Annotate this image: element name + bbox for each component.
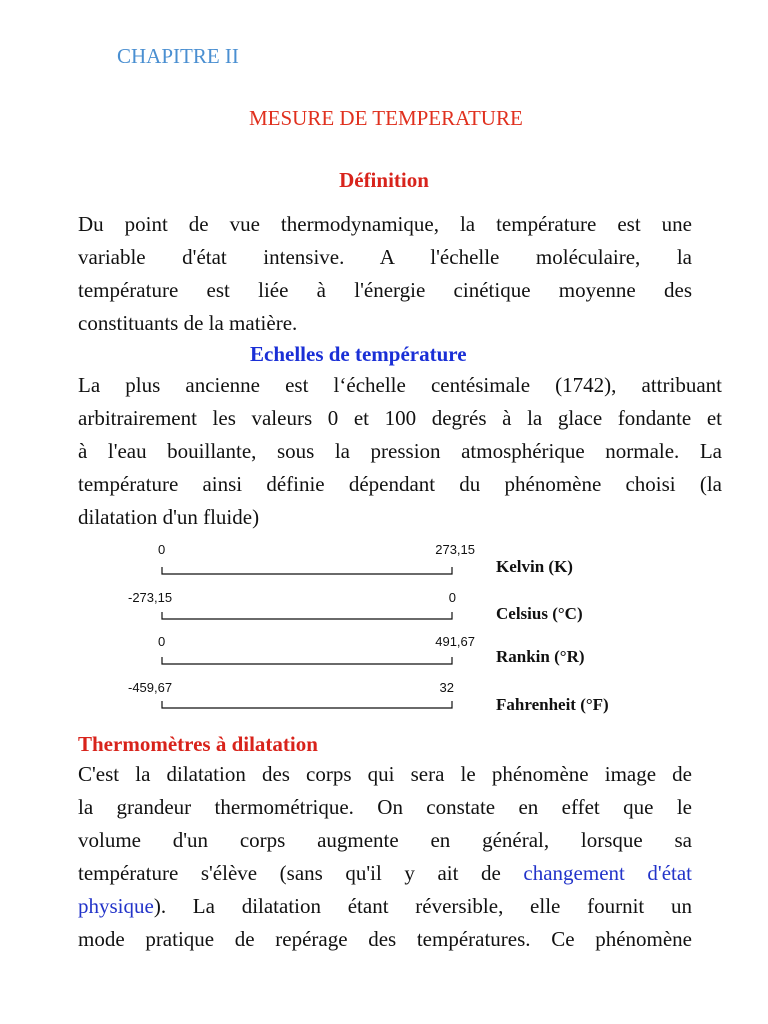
- definition-heading: [0, 168, 768, 193]
- definition-line: variable d'état intensive. A l'échelle moléculaire, la: [78, 245, 692, 269]
- thermo-line: [78, 857, 692, 890]
- thermometers-heading: Thermomètres à dilatation: [78, 732, 318, 756]
- scale-row: [158, 542, 573, 576]
- page-title: MESURE DE TEMPERATURE: [249, 106, 523, 130]
- scales-line: arbitrairement les valeurs 0 et 100 degrés à la glace fondante et: [78, 406, 722, 430]
- scale-ruler: [162, 612, 452, 619]
- scales-line: température ainsi définie dépendant du phénomène choisi (la: [78, 472, 722, 496]
- scale-left-value: 0: [158, 542, 166, 557]
- thermo-line: volume d'un corps augmente en général, lorsque sa: [78, 828, 692, 852]
- scale-row: [158, 634, 585, 666]
- scale-right-value: 0: [448, 590, 456, 605]
- scale-ruler: [162, 657, 452, 664]
- definition-line: Du point de vue thermodynamique, la température est une: [78, 212, 692, 236]
- scales-heading: Echelles de température: [250, 342, 467, 366]
- scale-row: [128, 680, 609, 714]
- scale-name: Celsius (°C): [496, 604, 583, 623]
- scale-right-value: 32: [439, 680, 454, 695]
- thermo-line: C'est la dilatation des corps qui sera le phénomène image de: [78, 762, 692, 786]
- thermo-line: mode pratique de repérage des températures. Ce phénomène: [78, 927, 692, 951]
- definition-paragraph: [78, 208, 692, 340]
- thermo-line: la grandeur thermométrique. On constate en effet que le: [78, 795, 692, 819]
- thermo-line-text: ). La dilatation étant réversible, elle fournit un: [153, 894, 692, 918]
- scale-name: Kelvin (K): [496, 557, 573, 576]
- scale-row: [128, 590, 583, 623]
- scale-right-value: 273,15: [435, 542, 475, 557]
- scale-left-value: 0: [158, 634, 166, 649]
- physique-link[interactable]: physique: [78, 894, 154, 918]
- definition-line: température est liée à l'énergie cinétique moyenne des: [78, 278, 692, 302]
- scale-ruler: [162, 567, 452, 574]
- thermo-line: [78, 890, 692, 923]
- thermometers-paragraph: [78, 758, 692, 956]
- chapter-label: CHAPITRE II: [117, 44, 239, 68]
- scale-name: Fahrenheit (°F): [496, 695, 609, 714]
- scales-line: dilatation d'un fluide): [78, 505, 260, 529]
- temperature-scales-figure: [120, 536, 660, 721]
- scale-left-value: -273,15: [128, 590, 173, 605]
- definition-heading-text: Définition: [339, 168, 429, 192]
- scales-line: La plus ancienne est l‘échelle centésimale (1742), attribuant: [78, 373, 722, 397]
- scales-paragraph: [78, 369, 722, 534]
- temperature-scales-svg: [120, 536, 660, 721]
- definition-line: constituants de la matière.: [78, 311, 298, 335]
- scale-left-value: -459,67: [128, 680, 173, 695]
- scales-line: à l'eau bouillante, sous la pression atmosphérique normale. La: [78, 439, 722, 463]
- scale-name: Rankin (°R): [496, 647, 585, 666]
- scale-right-value: 491,67: [435, 634, 475, 649]
- scale-ruler: [162, 701, 452, 708]
- thermo-line-text: température s'élève (sans qu'il y ait de: [78, 861, 524, 885]
- changement-etat-link[interactable]: changement d'état: [523, 861, 692, 885]
